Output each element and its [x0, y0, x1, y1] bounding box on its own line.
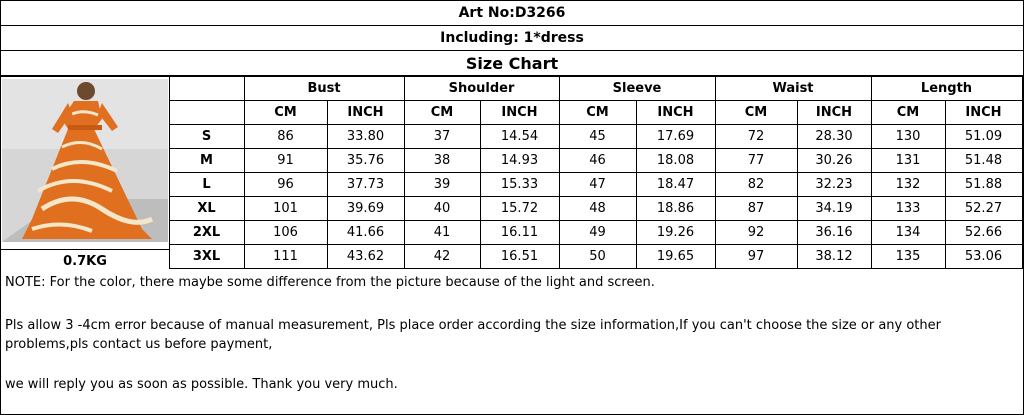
size-value: 43.62: [327, 245, 404, 269]
note-thanks: we will reply you as soon as possible. Thank you very much.: [5, 377, 398, 392]
header-shoulder: Shoulder: [404, 77, 559, 101]
size-value: 135: [871, 245, 945, 269]
size-label: 2XL: [169, 221, 244, 245]
size-value: 131: [871, 149, 945, 173]
size-label: 3XL: [169, 245, 244, 269]
unit-header: INCH: [480, 101, 559, 125]
size-value: 45: [559, 125, 636, 149]
size-table: [1, 76, 1023, 269]
unit-header: INCH: [945, 101, 1022, 125]
size-value: 53.06: [945, 245, 1022, 269]
size-value: 30.26: [797, 149, 871, 173]
unit-header: INCH: [327, 101, 404, 125]
size-value: 39: [404, 173, 480, 197]
header-waist: Waist: [715, 77, 871, 101]
header-bust: Bust: [244, 77, 404, 101]
header-blank: [169, 77, 244, 101]
note-measurement: Pls allow 3 -4cm error because of manual measurement, Pls place order according the size information,If you can't choose the size or any other problems,pls contact us before payment,: [5, 318, 941, 352]
size-value: 133: [871, 197, 945, 221]
size-value: 50: [559, 245, 636, 269]
size-value: 19.26: [636, 221, 715, 245]
size-value: 52.27: [945, 197, 1022, 221]
size-value: 47: [559, 173, 636, 197]
unit-header: CM: [244, 101, 327, 125]
size-value: 48: [559, 197, 636, 221]
product-weight: 0.7KG: [1, 249, 169, 273]
size-value: 37.73: [327, 173, 404, 197]
size-label: XL: [169, 197, 244, 221]
size-value: 38.12: [797, 245, 871, 269]
size-value: 106: [244, 221, 327, 245]
unit-blank: [169, 101, 244, 125]
size-value: 14.54: [480, 125, 559, 149]
size-value: 51.09: [945, 125, 1022, 149]
size-value: 96: [244, 173, 327, 197]
size-value: 130: [871, 125, 945, 149]
size-label: S: [169, 125, 244, 149]
size-value: 87: [715, 197, 797, 221]
size-value: 28.30: [797, 125, 871, 149]
size-value: 40: [404, 197, 480, 221]
size-value: 35.76: [327, 149, 404, 173]
size-value: 16.11: [480, 221, 559, 245]
size-value: 111: [244, 245, 327, 269]
package-contents: Including: 1*dress: [1, 26, 1023, 51]
product-photo-cell: [1, 77, 169, 269]
size-value: 86: [244, 125, 327, 149]
size-value: 101: [244, 197, 327, 221]
unit-header: CM: [871, 101, 945, 125]
size-value: 18.86: [636, 197, 715, 221]
dress-photo: [2, 79, 168, 242]
unit-header: CM: [559, 101, 636, 125]
size-value: 97: [715, 245, 797, 269]
size-value: 36.16: [797, 221, 871, 245]
art-number: Art No:D3266: [1, 1, 1023, 26]
size-value: 39.69: [327, 197, 404, 221]
size-value: 34.19: [797, 197, 871, 221]
unit-header: CM: [404, 101, 480, 125]
size-value: 18.47: [636, 173, 715, 197]
size-value: 91: [244, 149, 327, 173]
size-value: 16.51: [480, 245, 559, 269]
header-length: Length: [871, 77, 1022, 101]
size-value: 134: [871, 221, 945, 245]
size-value: 49: [559, 221, 636, 245]
unit-header: INCH: [636, 101, 715, 125]
size-value: 15.33: [480, 173, 559, 197]
size-value: 51.88: [945, 173, 1022, 197]
size-label: L: [169, 173, 244, 197]
size-value: 46: [559, 149, 636, 173]
size-value: 37: [404, 125, 480, 149]
size-value: 15.72: [480, 197, 559, 221]
size-value: 51.48: [945, 149, 1022, 173]
size-value: 18.08: [636, 149, 715, 173]
size-value: 92: [715, 221, 797, 245]
size-value: 41: [404, 221, 480, 245]
note-color: NOTE: For the color, there maybe some difference from the picture because of the light and screen.: [5, 275, 655, 290]
size-value: 33.80: [327, 125, 404, 149]
chart-title: Size Chart: [1, 51, 1023, 76]
size-value: 77: [715, 149, 797, 173]
size-label: M: [169, 149, 244, 173]
size-value: 14.93: [480, 149, 559, 173]
unit-header: INCH: [797, 101, 871, 125]
size-value: 52.66: [945, 221, 1022, 245]
size-value: 72: [715, 125, 797, 149]
size-value: 82: [715, 173, 797, 197]
size-value: 32.23: [797, 173, 871, 197]
size-value: 42: [404, 245, 480, 269]
unit-header: CM: [715, 101, 797, 125]
header-sleeve: Sleeve: [559, 77, 715, 101]
size-value: 41.66: [327, 221, 404, 245]
size-value: 17.69: [636, 125, 715, 149]
size-value: 38: [404, 149, 480, 173]
size-value: 19.65: [636, 245, 715, 269]
size-value: 132: [871, 173, 945, 197]
